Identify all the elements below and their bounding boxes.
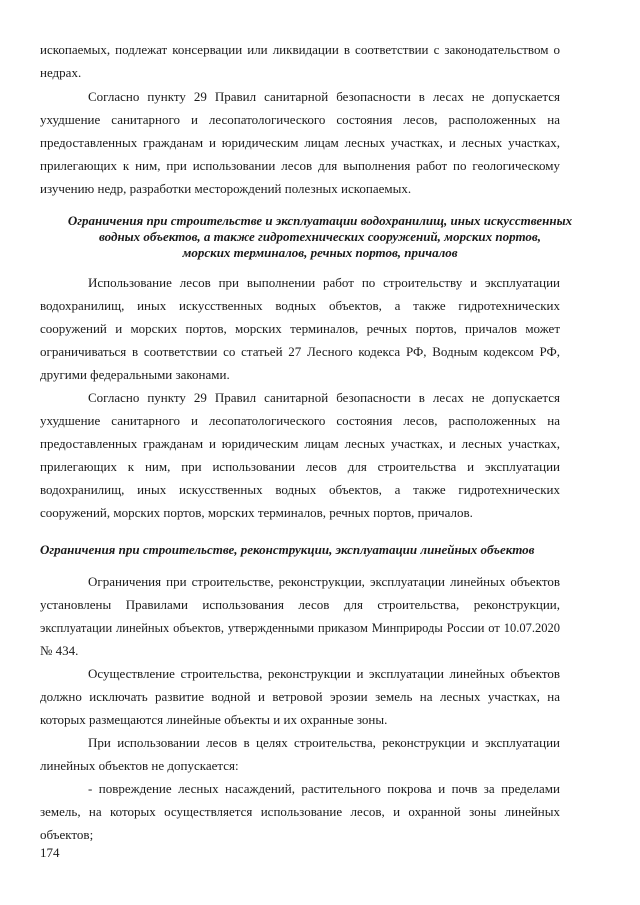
body-line: При использовании лесов в целях строительства, реконструкции и эксплуатации: [88, 735, 560, 750]
body-line: другими федеральными законами.: [40, 367, 230, 382]
section-heading: водных объектов, а также гидротехнических сооружений, морских портов,: [99, 229, 541, 244]
body-line: земель, на которых осуществляется использование лесов, и охранной зоны линейных: [40, 804, 560, 819]
body-line: Использование лесов при выполнении работ по строительству и эксплуатации: [88, 275, 560, 290]
body-line: предоставленных гражданам и юридическим лицам лесных участках, и лесных участках,: [40, 135, 560, 150]
body-line: водохранилищ, иных искусственных водных объектов, а также гидротехнических: [40, 298, 560, 313]
body-line: Осуществление строительства, реконструкции и эксплуатации линейных объектов: [88, 666, 560, 681]
section-heading: Ограничения при строительстве, реконструкции, эксплуатации линейных объектов: [40, 542, 535, 557]
section-heading: морских терминалов, речных портов, причалов: [182, 245, 458, 260]
body-line: объектов;: [40, 827, 94, 842]
list-item: - повреждение лесных насаждений, растительного покрова и почв за пределами: [88, 781, 560, 796]
body-line: ухудшение санитарного и лесопатологического состояния лесов, расположенных на: [40, 413, 560, 428]
body-line: линейных объектов не допускается:: [40, 758, 239, 773]
body-line: Согласно пункту 29 Правил санитарной безопасности в лесах не допускается: [88, 89, 560, 104]
body-line: должно исключать развитие водной и ветровой эрозии земель на лесных участках, на: [40, 689, 560, 704]
section-heading: Ограничения при строительстве и эксплуатации водохранилищ, иных искусственных: [67, 213, 573, 228]
body-line: недрах.: [40, 65, 82, 80]
body-line: водохранилищ, иных искусственных водных объектов, а также гидротехнических: [40, 482, 560, 497]
body-line: ограничиваться в соответствии со статьей 27 Лесного кодекса РФ, Водным кодексом РФ,: [40, 344, 560, 359]
body-line: эксплуатации линейных объектов, утвержденными приказом Минприроды России от 10.07.2020: [40, 621, 560, 635]
body-line: Ограничения при строительстве, реконструкции, эксплуатации линейных объектов: [88, 574, 560, 589]
body-line: сооружений, морских портов, морских терминалов, речных портов, причалов.: [40, 505, 473, 520]
body-line: сооружений и морских портов, морских терминалов, речных портов, причалов может: [40, 321, 560, 336]
body-line: № 434.: [40, 643, 79, 658]
body-line: Согласно пункту 29 Правил санитарной безопасности в лесах не допускается: [88, 390, 560, 405]
body-line: предоставленных гражданам и юридическим лицам лесных участках, и лесных участках,: [40, 436, 560, 451]
body-line: ухудшение санитарного и лесопатологического состояния лесов, расположенных на: [40, 112, 560, 127]
page-number: 174: [40, 845, 60, 860]
body-line: прилегающих к ним, при использовании лесов для строительства и эксплуатации: [40, 459, 560, 474]
body-line: установлены Правилами использования лесов для строительства, реконструкции,: [40, 597, 560, 612]
body-line: прилегающих к ним, при использовании лесов для выполнения работ по геологическому: [40, 158, 560, 173]
body-line: ископаемых, подлежат консервации или ликвидации в соответствии с законодательством о: [40, 42, 560, 57]
body-line: изучению недр, разработки месторождений полезных ископаемых.: [40, 181, 412, 196]
body-line: которых размещаются линейные объекты и их охранные зоны.: [40, 712, 388, 727]
